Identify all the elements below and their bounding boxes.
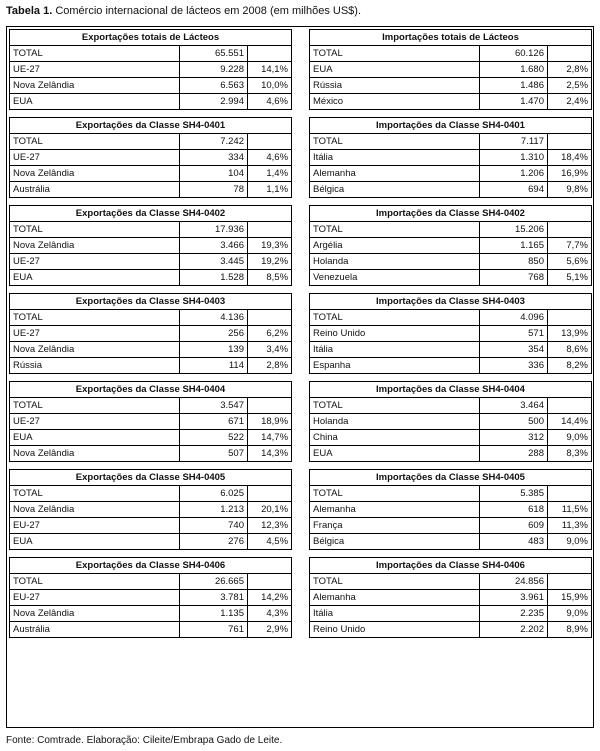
country-cell: Alemanha [310,502,480,518]
share-cell: 16,9% [548,166,592,182]
table-row [10,342,292,358]
country-cell: EUA [10,270,180,286]
value-cell: 114 [180,358,248,374]
share-cell: 2,9% [248,622,292,638]
share-cell: 14,1% [248,62,292,78]
country-cell: Espanha [310,358,480,374]
table-row [10,398,292,414]
share-cell: 4,3% [248,606,292,622]
share-cell [548,398,592,414]
country-cell: UE-27 [10,254,180,270]
share-cell: 8,2% [548,358,592,374]
table-row [10,270,292,286]
country-cell: EUA [310,62,480,78]
table-row [310,534,592,550]
country-cell: EUA [10,94,180,110]
table-header-row [10,30,292,46]
share-cell: 8,9% [548,622,592,638]
value-cell: 1.310 [480,150,548,166]
share-cell: 14,7% [248,430,292,446]
caption-label: Tabela 1. [6,5,53,17]
share-cell: 2,8% [548,62,592,78]
table-row [310,62,592,78]
table-row [310,134,592,150]
exports-block [9,469,291,550]
country-cell: TOTAL [10,134,180,150]
exports-block-title: Exportações da Classe SH4-0406 [10,558,292,574]
block-spacer [9,374,291,381]
imports-table [309,469,592,550]
exports-column [9,29,291,638]
share-cell: 1,4% [248,166,292,182]
value-cell: 288 [480,446,548,462]
table-header-row [10,470,292,486]
table-row [10,94,292,110]
exports-table [9,469,292,550]
exports-block [9,29,291,110]
table-row [310,502,592,518]
value-cell: 104 [180,166,248,182]
imports-block-title: Importações da Classe SH4-0402 [310,206,592,222]
share-cell: 11,3% [548,518,592,534]
value-cell: 1.165 [480,238,548,254]
imports-block-title: Importações da Classe SH4-0403 [310,294,592,310]
value-cell: 6.563 [180,78,248,94]
table-row [310,622,592,638]
exports-block-title: Exportações da Classe SH4-0402 [10,206,292,222]
share-cell: 3,4% [248,342,292,358]
table-row [310,590,592,606]
value-cell: 78 [180,182,248,198]
country-cell: Nova Zelândia [10,502,180,518]
table-header-row [310,470,592,486]
table-row [310,326,592,342]
country-cell: EU-27 [10,590,180,606]
table-row [10,310,292,326]
country-cell: TOTAL [10,46,180,62]
country-cell: Nova Zelândia [10,166,180,182]
share-cell [248,310,292,326]
country-cell: UE-27 [10,326,180,342]
value-cell: 9.228 [180,62,248,78]
share-cell [548,222,592,238]
value-cell: 2.994 [180,94,248,110]
table-row [310,518,592,534]
country-cell: TOTAL [10,222,180,238]
country-cell: Holanda [310,414,480,430]
exports-block-title: Exportações da Classe SH4-0405 [10,470,292,486]
share-cell: 1,1% [248,182,292,198]
share-cell: 14,4% [548,414,592,430]
value-cell: 522 [180,430,248,446]
imports-block [309,293,591,374]
imports-table [309,205,592,286]
value-cell: 671 [180,414,248,430]
share-cell: 9,0% [548,606,592,622]
value-cell: 139 [180,342,248,358]
value-cell: 1.470 [480,94,548,110]
country-cell: Alemanha [310,590,480,606]
country-cell: TOTAL [10,574,180,590]
value-cell: 768 [480,270,548,286]
country-cell: Venezuela [310,270,480,286]
imports-block-title: Importações totais de Lácteos [310,30,592,46]
table-header-row [10,382,292,398]
value-cell: 4.136 [180,310,248,326]
share-cell [248,486,292,502]
table-row [10,182,292,198]
table-row [10,150,292,166]
table-header-row [310,558,592,574]
country-cell: TOTAL [310,574,480,590]
table-header-row [310,30,592,46]
country-cell: Itália [310,606,480,622]
country-cell: Austrália [10,622,180,638]
value-cell: 3.464 [480,398,548,414]
share-cell: 18,9% [248,414,292,430]
exports-table [9,381,292,462]
value-cell: 7.117 [480,134,548,150]
share-cell: 13,9% [548,326,592,342]
value-cell: 6.025 [180,486,248,502]
trade-table-frame [6,26,594,728]
value-cell: 1.486 [480,78,548,94]
value-cell: 1.206 [480,166,548,182]
table-row [10,358,292,374]
country-cell: Bélgica [310,534,480,550]
table-row [310,606,592,622]
block-spacer [9,462,291,469]
imports-block [309,205,591,286]
table-row [10,606,292,622]
table-row [10,622,292,638]
value-cell: 694 [480,182,548,198]
share-cell [548,134,592,150]
value-cell: 15.206 [480,222,548,238]
country-cell: EUA [10,534,180,550]
share-cell: 12,3% [248,518,292,534]
table-row [10,414,292,430]
country-cell: TOTAL [10,398,180,414]
share-cell: 2,4% [548,94,592,110]
country-cell: EU-27 [10,518,180,534]
exports-table [9,557,292,638]
table-row [10,590,292,606]
exports-block-title: Exportações da Classe SH4-0404 [10,382,292,398]
value-cell: 740 [180,518,248,534]
imports-block [309,117,591,198]
imports-block-title: Importações da Classe SH4-0406 [310,558,592,574]
share-cell: 8,5% [248,270,292,286]
table-row [10,254,292,270]
table-row [310,78,592,94]
imports-block [309,557,591,638]
table-row [310,342,592,358]
country-cell: EUA [310,446,480,462]
country-cell: Austrália [10,182,180,198]
exports-table [9,117,292,198]
table-row [310,358,592,374]
table-row [10,534,292,550]
value-cell: 609 [480,518,548,534]
country-cell: TOTAL [310,134,480,150]
share-cell: 8,6% [548,342,592,358]
table-row [310,222,592,238]
block-spacer [309,286,591,293]
table-header-row [310,206,592,222]
share-cell: 4,6% [248,94,292,110]
country-cell: Itália [310,150,480,166]
country-cell: Reino Unido [310,622,480,638]
value-cell: 2.202 [480,622,548,638]
value-cell: 1.528 [180,270,248,286]
exports-block-title: Exportações da Classe SH4-0401 [10,118,292,134]
country-cell: Nova Zelândia [10,446,180,462]
table-row [10,326,292,342]
value-cell: 500 [480,414,548,430]
table-row [10,430,292,446]
table-row [310,430,592,446]
table-row [310,446,592,462]
exports-block [9,381,291,462]
imports-table [309,29,592,110]
block-spacer [9,198,291,205]
value-cell: 2.235 [480,606,548,622]
table-row [10,222,292,238]
value-cell: 1.680 [480,62,548,78]
value-cell: 336 [480,358,548,374]
country-cell: UE-27 [10,414,180,430]
country-cell: Itália [310,342,480,358]
country-cell: Argélia [310,238,480,254]
share-cell: 7,7% [548,238,592,254]
share-cell: 4,6% [248,150,292,166]
country-cell: Nova Zelândia [10,342,180,358]
share-cell [548,486,592,502]
country-cell: UE-27 [10,150,180,166]
share-cell: 20,1% [248,502,292,518]
country-cell: TOTAL [310,310,480,326]
imports-block-title: Importações da Classe SH4-0404 [310,382,592,398]
value-cell: 618 [480,502,548,518]
share-cell: 11,5% [548,502,592,518]
table-header-row [10,206,292,222]
share-cell: 10,0% [248,78,292,94]
share-cell: 8,3% [548,446,592,462]
value-cell: 571 [480,326,548,342]
country-cell: Alemanha [310,166,480,182]
table-row [10,574,292,590]
table-row [310,574,592,590]
share-cell: 14,2% [248,590,292,606]
share-cell: 6,2% [248,326,292,342]
exports-table [9,293,292,374]
share-cell: 5,6% [548,254,592,270]
country-cell: TOTAL [310,46,480,62]
value-cell: 850 [480,254,548,270]
share-cell: 15,9% [548,590,592,606]
share-cell: 4,5% [248,534,292,550]
imports-table [309,293,592,374]
country-cell: China [310,430,480,446]
share-cell: 18,4% [548,150,592,166]
imports-table [309,117,592,198]
country-cell: UE-27 [10,62,180,78]
value-cell: 507 [180,446,248,462]
imports-column [309,29,591,638]
table-row [310,270,592,286]
share-cell: 14,3% [248,446,292,462]
block-spacer [309,198,591,205]
share-cell [548,46,592,62]
table-row [10,62,292,78]
share-cell [248,398,292,414]
table-header-row [10,558,292,574]
share-cell [548,310,592,326]
imports-block-title: Importações da Classe SH4-0401 [310,118,592,134]
table-row [310,486,592,502]
exports-block-title: Exportações da Classe SH4-0403 [10,294,292,310]
table-header-row [310,382,592,398]
value-cell: 3.466 [180,238,248,254]
imports-block [309,469,591,550]
value-cell: 1.135 [180,606,248,622]
value-cell: 256 [180,326,248,342]
table-row [310,46,592,62]
country-cell: Nova Zelândia [10,238,180,254]
value-cell: 26.665 [180,574,248,590]
imports-table [309,381,592,462]
share-cell: 2,8% [248,358,292,374]
value-cell: 3.781 [180,590,248,606]
table-row [10,502,292,518]
exports-block [9,557,291,638]
value-cell: 3.445 [180,254,248,270]
country-cell: TOTAL [10,486,180,502]
value-cell: 354 [480,342,548,358]
table-row [310,414,592,430]
country-cell: Rússia [310,78,480,94]
value-cell: 1.213 [180,502,248,518]
imports-table [309,557,592,638]
country-cell: Nova Zelândia [10,606,180,622]
country-cell: México [310,94,480,110]
table-row [10,238,292,254]
table-header-row [310,118,592,134]
block-spacer [9,550,291,557]
value-cell: 483 [480,534,548,550]
share-cell: 9,0% [548,534,592,550]
country-cell: TOTAL [10,310,180,326]
table-row [10,134,292,150]
country-cell: Nova Zelândia [10,78,180,94]
table-header-row [10,294,292,310]
share-cell [248,46,292,62]
table-row [310,254,592,270]
block-spacer [9,286,291,293]
value-cell: 60.126 [480,46,548,62]
country-cell: Bélgica [310,182,480,198]
share-cell: 2,5% [548,78,592,94]
share-cell [548,574,592,590]
block-spacer [309,374,591,381]
table-row [10,166,292,182]
table-row [310,398,592,414]
share-cell: 5,1% [548,270,592,286]
value-cell: 3.547 [180,398,248,414]
exports-table [9,205,292,286]
value-cell: 312 [480,430,548,446]
block-spacer [309,550,591,557]
imports-block-title: Importações da Classe SH4-0405 [310,470,592,486]
table-row [310,238,592,254]
table-caption [6,4,596,18]
share-cell: 9,0% [548,430,592,446]
share-cell [248,222,292,238]
share-cell: 9,8% [548,182,592,198]
country-cell: TOTAL [310,222,480,238]
value-cell: 17.936 [180,222,248,238]
caption-text: Comércio internacional de lácteos em 2008 (em milhões US$). [52,5,362,17]
value-cell: 5.385 [480,486,548,502]
block-spacer [309,462,591,469]
value-cell: 7.242 [180,134,248,150]
table-header-row [310,294,592,310]
table-row [10,518,292,534]
table-row [10,486,292,502]
value-cell: 24.856 [480,574,548,590]
share-cell: 19,3% [248,238,292,254]
imports-block [309,381,591,462]
table-row [310,150,592,166]
source-note: Fonte: Comtrade. Elaboração: Cileite/Embrapa Gado de Leite. [6,735,283,746]
exports-block [9,205,291,286]
block-spacer [309,110,591,117]
block-spacer [9,110,291,117]
table-row [10,78,292,94]
country-cell: França [310,518,480,534]
country-cell: Rússia [10,358,180,374]
table-row [310,182,592,198]
value-cell: 65.551 [180,46,248,62]
value-cell: 4.096 [480,310,548,326]
exports-block [9,117,291,198]
share-cell [248,134,292,150]
value-cell: 3.961 [480,590,548,606]
table-header-row [10,118,292,134]
share-cell [248,574,292,590]
exports-block-title: Exportações totais de Lácteos [10,30,292,46]
table-row [310,310,592,326]
country-cell: TOTAL [310,486,480,502]
exports-block [9,293,291,374]
table-row [10,446,292,462]
table-row [10,46,292,62]
imports-block [309,29,591,110]
table-row [310,94,592,110]
country-cell: TOTAL [310,398,480,414]
share-cell: 19,2% [248,254,292,270]
country-cell: Reino Unido [310,326,480,342]
value-cell: 276 [180,534,248,550]
value-cell: 334 [180,150,248,166]
table-row [310,166,592,182]
country-cell: EUA [10,430,180,446]
country-cell: Holanda [310,254,480,270]
exports-table [9,29,292,110]
value-cell: 761 [180,622,248,638]
